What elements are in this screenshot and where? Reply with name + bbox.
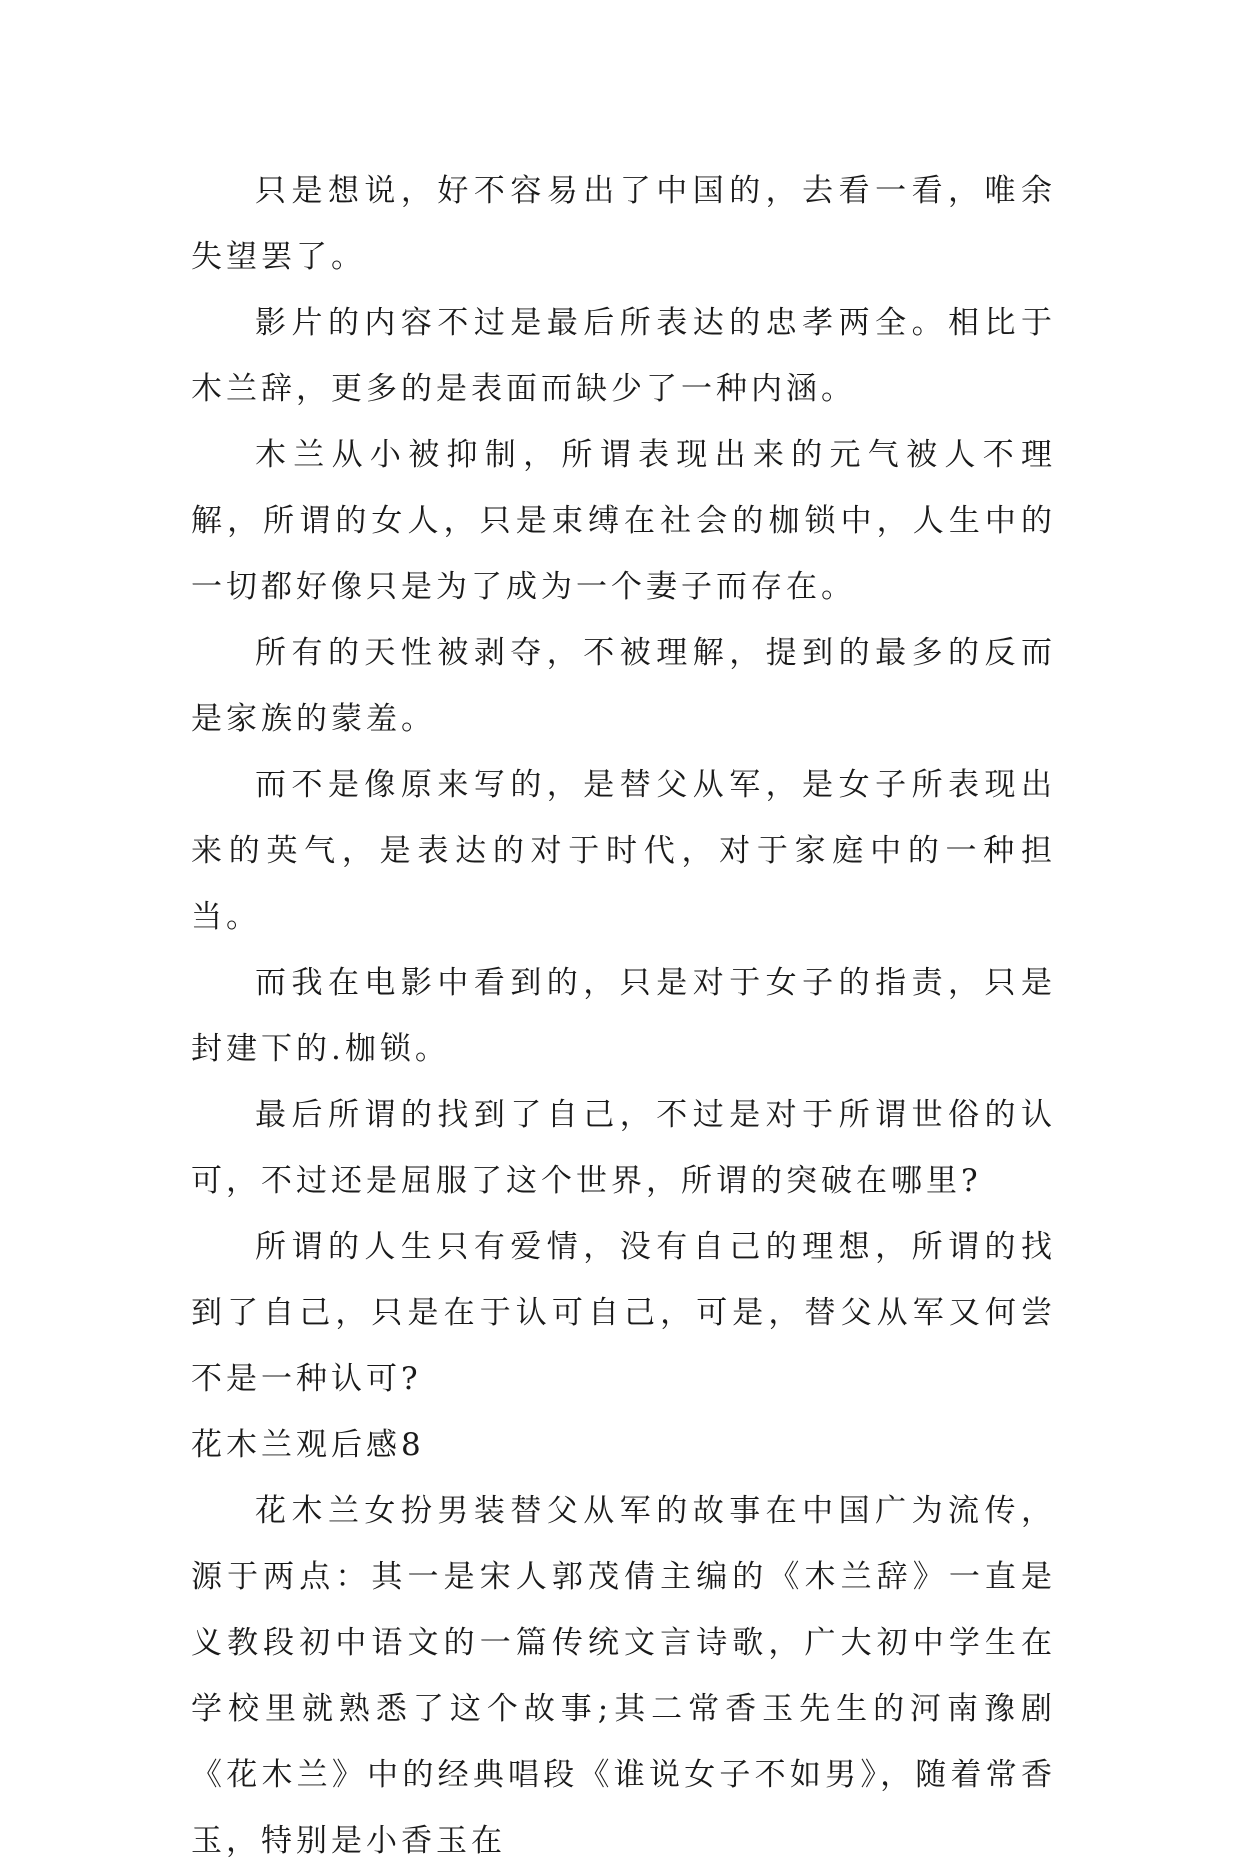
paragraph: 花木兰女扮男装替父从军的故事在中国广为流传，源于两点：其一是宋人郭茂倩主编的《木兰辞》一直是义教段初中语文的一篇传统文言诗歌，广大初中学生在学校里就熟悉了这个故事;其二常香玉先生的河南豫剧《花木兰》中的经典唱段《谁说女子不如男》，随着常香玉，特别是小香玉在 [191, 1493, 1056, 1859]
paragraph: 只是想说，好不容易出了中国的，去看一看，唯余失望罢了。 [191, 173, 1056, 275]
paragraph: 影片的内容不过是最后所表达的忠孝两全。相比于木兰辞，更多的是表面而缺少了一种内涵。 [191, 305, 1056, 407]
paragraph: 所谓的人生只有爱情，没有自己的理想，所谓的找到了自己，只是在于认可自己，可是，替父从军又何尝不是一种认可? [191, 1229, 1056, 1397]
document-body [191, 158, 1056, 1874]
paragraph: 最后所谓的找到了自己，不过是对于所谓世俗的认可，不过还是屈服了这个世界，所谓的突破在哪里? [191, 1097, 1056, 1199]
paragraph: 而不是像原来写的，是替父从军，是女子所表现出来的英气，是表达的对于时代，对于家庭中的一种担当。 [191, 767, 1056, 935]
paragraph: 而我在电影中看到的，只是对于女子的指责，只是封建下的.枷锁。 [191, 965, 1056, 1067]
paragraph: 所有的天性被剥夺，不被理解，提到的最多的反而是家族的蒙羞。 [191, 635, 1056, 737]
section-heading: 花木兰观后感8 [191, 1427, 425, 1463]
paragraph: 木兰从小被抑制，所谓表现出来的元气被人不理解，所谓的女人，只是束缚在社会的枷锁中，人生中的一切都好像只是为了成为一个妻子而存在。 [191, 437, 1056, 605]
